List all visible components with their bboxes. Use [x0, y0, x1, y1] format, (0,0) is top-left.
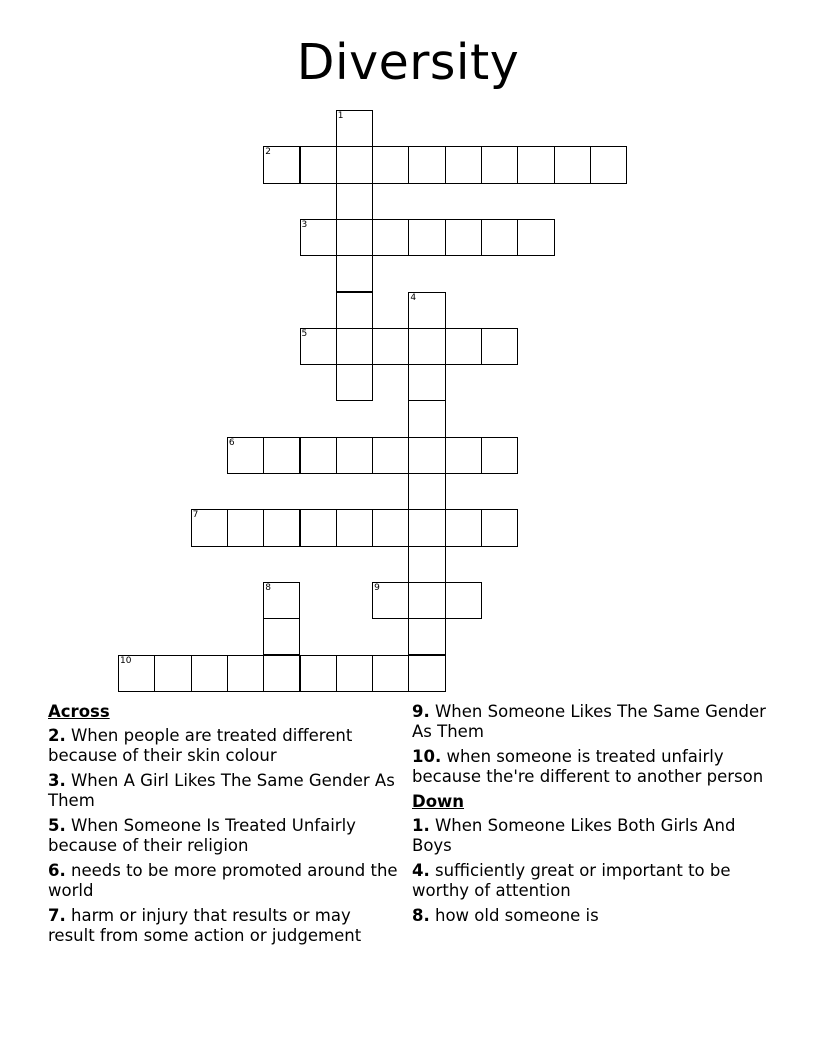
puzzle-title: Diversity [296, 34, 520, 91]
clue-number: 5 [301, 328, 308, 339]
grid-cell[interactable] [481, 219, 518, 256]
clue-number: 4 [410, 292, 417, 303]
grid-cell[interactable] [336, 655, 373, 692]
grid-cell[interactable] [300, 219, 337, 256]
clue-text: when someone is treated unfairly because the're different to another person [412, 747, 764, 786]
clue-text: When Someone Is Treated Unfairly because of their religion [48, 816, 356, 855]
clue-item [48, 861, 400, 901]
grid-cell[interactable] [300, 146, 337, 183]
grid-cell[interactable] [408, 400, 445, 437]
section-heading-down: Down [412, 792, 465, 811]
clue-number: 7. [48, 906, 66, 925]
grid-cell[interactable] [408, 546, 445, 583]
clue-text: how old someone is [429, 906, 599, 925]
grid-cell[interactable] [408, 292, 445, 329]
grid-cell[interactable] [408, 655, 445, 692]
clue-number: 5. [48, 816, 66, 835]
clue-number: 4. [412, 861, 430, 880]
grid-cell[interactable] [336, 328, 373, 365]
grid-cell[interactable] [517, 219, 554, 256]
grid-cell[interactable] [554, 146, 591, 183]
grid-cell[interactable] [408, 219, 445, 256]
clue-number: 10. [412, 747, 442, 766]
clues-column-left [48, 702, 400, 951]
grid-cell[interactable] [408, 328, 445, 365]
grid-cell[interactable] [372, 655, 409, 692]
clue-item [412, 747, 772, 787]
grid-cell[interactable] [300, 437, 337, 474]
grid-cell[interactable] [445, 582, 482, 619]
clue-item [412, 861, 772, 901]
clue-number: 1. [412, 816, 430, 835]
grid-cell[interactable] [263, 146, 300, 183]
grid-cell[interactable] [336, 255, 373, 292]
clue-text: When people are treated different because of their skin colour [48, 726, 353, 765]
grid-cell[interactable] [300, 328, 337, 365]
grid-cell[interactable] [227, 509, 264, 546]
clue-item [412, 816, 772, 856]
clue-number: 3. [48, 771, 66, 790]
grid-cell[interactable] [408, 618, 445, 655]
grid-cell[interactable] [336, 437, 373, 474]
grid-cell[interactable] [481, 146, 518, 183]
clue-number: 2. [48, 726, 66, 745]
grid-cell[interactable] [300, 509, 337, 546]
clue-number: 7 [192, 510, 199, 521]
clue-number: 8 [265, 582, 271, 593]
grid-cell[interactable] [336, 219, 373, 256]
grid-cell[interactable] [118, 655, 155, 692]
grid-cell[interactable] [263, 618, 300, 655]
grid-cell[interactable] [481, 437, 518, 474]
clue-item [48, 816, 400, 856]
grid-cell[interactable] [191, 655, 228, 692]
clue-item [48, 726, 400, 766]
grid-cell[interactable] [227, 437, 264, 474]
grid-cell[interactable] [445, 146, 482, 183]
grid-cell[interactable] [372, 582, 409, 619]
clue-item [412, 702, 772, 742]
grid-cell[interactable] [263, 509, 300, 546]
grid-cell[interactable] [408, 437, 445, 474]
grid-cell[interactable] [372, 146, 409, 183]
grid-cell[interactable] [445, 437, 482, 474]
grid-cell[interactable] [372, 509, 409, 546]
grid-cell[interactable] [300, 655, 337, 692]
clue-number: 2 [265, 147, 271, 158]
grid-cell[interactable] [517, 146, 554, 183]
grid-cell[interactable] [408, 509, 445, 546]
clue-text: When A Girl Likes The Same Gender As Them [48, 771, 395, 810]
clue-number: 10 [120, 655, 132, 666]
clue-number: 8. [412, 906, 430, 925]
grid-cell[interactable] [336, 364, 373, 401]
clue-number: 9. [412, 702, 430, 721]
grid-cell[interactable] [408, 364, 445, 401]
clue-text: harm or injury that results or may result from some action or judgement [48, 906, 362, 945]
grid-cell[interactable] [445, 509, 482, 546]
clue-number: 9 [374, 582, 380, 593]
clue-number: 6 [228, 437, 235, 448]
clue-text: needs to be more promoted around the world [48, 861, 398, 900]
clue-number: 6. [48, 861, 66, 880]
grid-cell[interactable] [481, 328, 518, 365]
grid-cell[interactable] [372, 328, 409, 365]
section-heading-across: Across [48, 702, 110, 721]
clue-item [412, 906, 772, 926]
grid-cell[interactable] [336, 509, 373, 546]
grid-cell[interactable] [372, 219, 409, 256]
grid-cell[interactable] [263, 582, 300, 619]
grid-cell[interactable] [481, 509, 518, 546]
grid-cell[interactable] [191, 509, 228, 546]
clue-text: sufficiently great or important to be worthy of attention [412, 861, 731, 900]
clues-column-right [412, 702, 772, 931]
grid-cell[interactable] [445, 219, 482, 256]
grid-cell[interactable] [263, 655, 300, 692]
grid-cell[interactable] [336, 146, 373, 183]
clue-item [48, 906, 400, 946]
grid-cell[interactable] [590, 146, 627, 183]
grid-cell[interactable] [408, 473, 445, 510]
clue-text: When Someone Likes Both Girls And Boys [412, 816, 736, 855]
grid-cell[interactable] [227, 655, 264, 692]
grid-cell[interactable] [263, 437, 300, 474]
clue-item [48, 771, 400, 811]
clue-number: 3 [301, 219, 308, 230]
grid-cell[interactable] [372, 437, 409, 474]
grid-cell[interactable] [336, 292, 373, 329]
clue-number: 1 [337, 111, 344, 121]
grid-cell[interactable] [336, 183, 373, 220]
grid-cell[interactable] [408, 146, 445, 183]
clue-text: When Someone Likes The Same Gender As Them [412, 702, 766, 741]
grid-cell[interactable] [154, 655, 191, 692]
grid-cell[interactable] [336, 110, 373, 147]
grid-cell[interactable] [445, 328, 482, 365]
grid-cell[interactable] [408, 582, 445, 619]
